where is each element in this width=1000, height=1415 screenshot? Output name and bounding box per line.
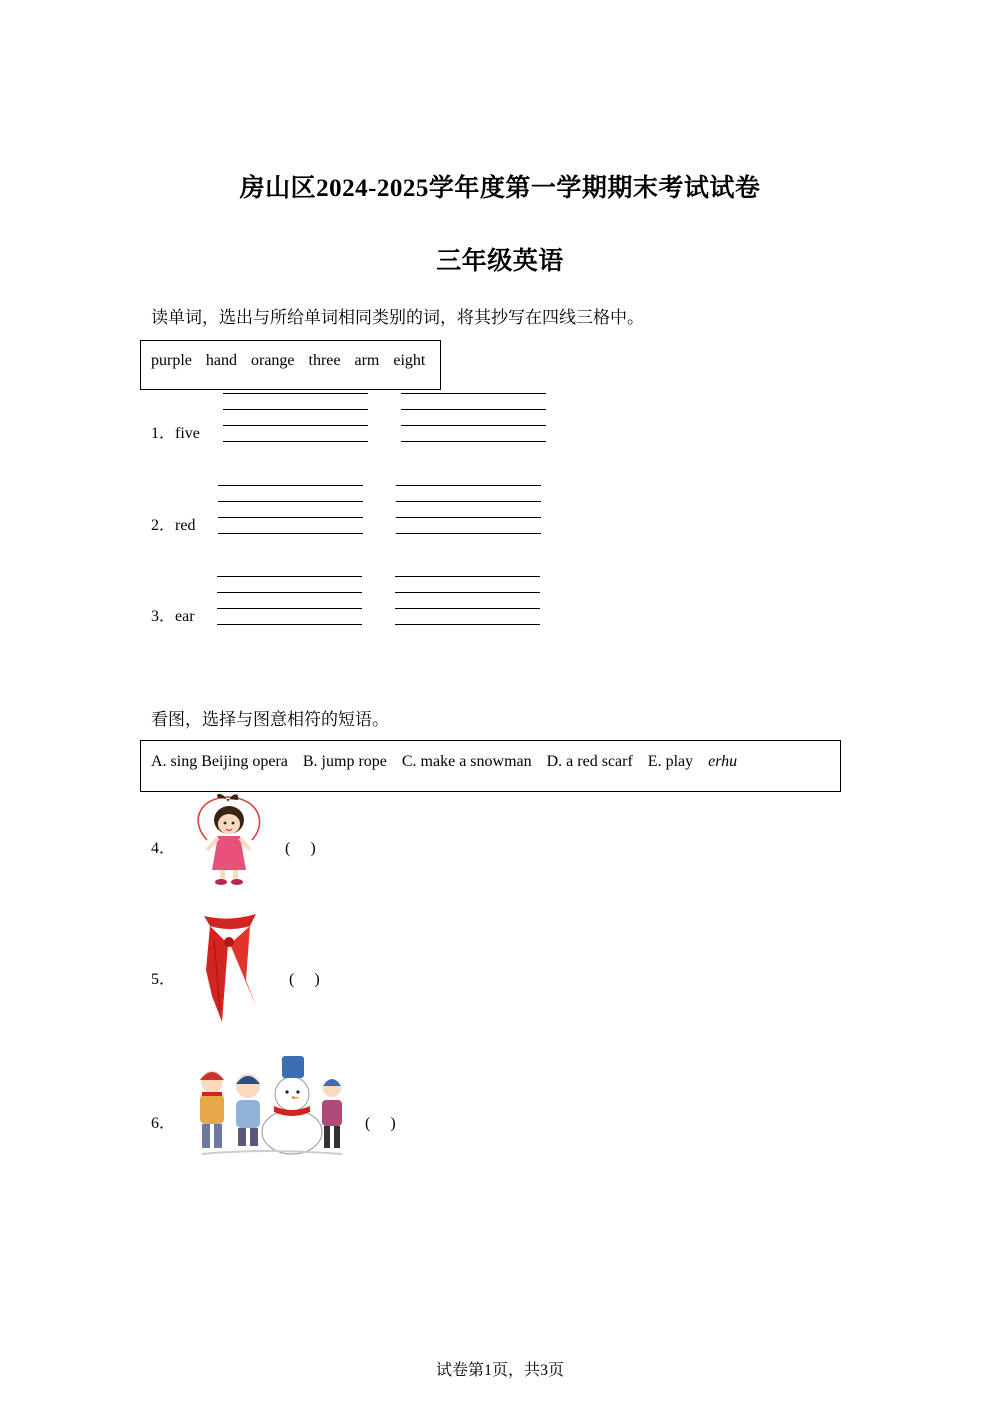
four-line-writing-area[interactable] <box>223 393 368 443</box>
children-making-snowman-image <box>192 1050 344 1160</box>
word-bank-item: three <box>308 352 341 369</box>
four-line-writing-area[interactable] <box>401 393 546 443</box>
answer-blank[interactable]: ( ) <box>289 971 320 988</box>
exam-title: 房山区2024-2025学年度第一学期期末考试试卷 <box>239 175 761 202</box>
question-number: 3． <box>151 608 176 625</box>
phrase-options-box <box>140 740 841 792</box>
question-word: ear <box>175 608 195 625</box>
question-4-number: 4． <box>151 840 176 857</box>
phrase-option: E. play <box>647 753 698 770</box>
word-bank-item: hand <box>205 352 237 369</box>
word-bank-item: purple <box>151 352 192 369</box>
question-5-number: 5． <box>151 971 176 988</box>
girl-jumping-rope-image <box>190 792 268 890</box>
four-line-writing-area[interactable] <box>217 576 362 626</box>
four-line-writing-area[interactable] <box>395 576 540 626</box>
red-scarf-image <box>200 910 260 1026</box>
word-bank-item: arm <box>354 352 380 369</box>
phrase-option-italic: erhu <box>708 753 738 770</box>
answer-blank[interactable]: ( ) <box>365 1115 396 1132</box>
question-3 <box>151 603 195 626</box>
phrase-option-e <box>648 753 737 770</box>
section2-instruction: 看图，选择与图意相符的短语。 <box>151 710 389 729</box>
answer-blank[interactable]: ( ) <box>285 840 316 857</box>
word-bank-box <box>140 340 441 390</box>
question-word: five <box>175 425 200 442</box>
four-line-writing-area[interactable] <box>218 485 363 535</box>
word-bank-item: eight <box>393 352 426 369</box>
section1-instruction: 读单词，选出与所给单词相同类别的词，将其抄写在四线三格中。 <box>151 308 644 327</box>
question-2 <box>151 512 195 535</box>
phrase-option: C. make a snowman <box>401 753 532 770</box>
word-bank-item: orange <box>250 352 295 369</box>
four-line-writing-area[interactable] <box>396 485 541 535</box>
phrase-option: A. sing Beijing opera <box>151 753 288 770</box>
question-number: 2． <box>151 517 176 534</box>
phrase-option: B. jump rope <box>302 753 387 770</box>
exam-subtitle: 三年级英语 <box>436 248 564 275</box>
question-1 <box>151 420 200 443</box>
question-number: 1． <box>151 425 176 442</box>
question-6-number: 6． <box>151 1115 176 1132</box>
question-word: red <box>175 517 196 534</box>
page-footer: 试卷第1页，共3页 <box>435 1362 564 1379</box>
phrase-option: D. a red scarf <box>546 753 633 770</box>
